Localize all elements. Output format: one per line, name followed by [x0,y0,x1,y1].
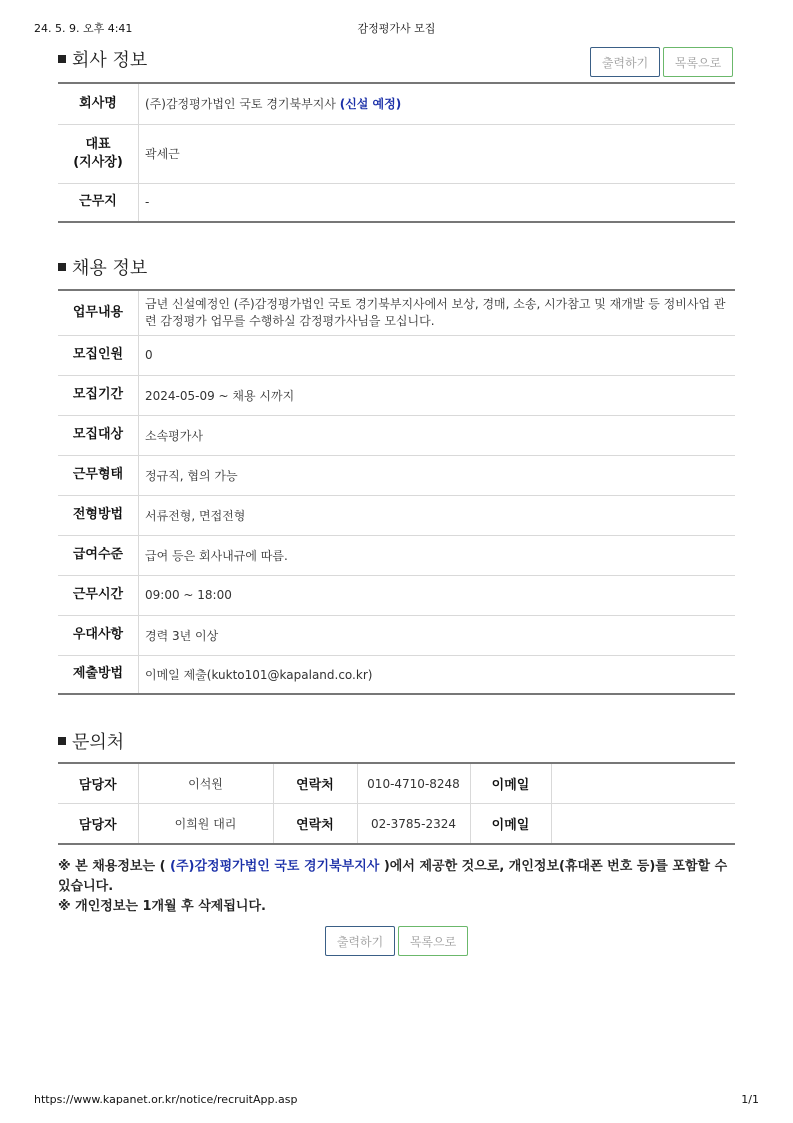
notice-line-2: ※ 개인정보는 1개월 후 삭제됩니다. [58,899,266,914]
manager-label: 담당자 [58,804,138,845]
salary-value: 급여 등은 회사내규에 따름. [139,535,736,575]
print-header [34,20,759,34]
row-label: 제출방법 [58,655,139,694]
company-info-table [58,82,735,223]
table-row [58,763,735,804]
row-label: 업무내용 [58,290,139,335]
print-button-bottom[interactable]: 출력하기 [325,926,395,956]
table-row [58,183,735,222]
table-row [58,124,735,183]
list-button-top[interactable]: 목록으로 [663,47,733,77]
table-row [58,575,735,615]
list-button-bottom[interactable]: 목록으로 [398,926,468,956]
print-button-top[interactable]: 출력하기 [590,47,660,77]
period-value: 2024-05-09 ~ 채용 시까지 [139,375,736,415]
row-label: 대표 (지사장) [58,124,139,183]
table-row [58,375,735,415]
manager-value: 이석원 [138,763,273,804]
table-row [58,495,735,535]
row-label: 회사명 [58,83,139,124]
representative-value: 곽세근 [139,124,736,183]
document-title: 감정평가사 모집 [357,22,436,35]
employment-type-value: 정규직, 협의 가능 [139,455,736,495]
headcount-value: 0 [139,335,736,375]
row-label: 모집인원 [58,335,139,375]
table-row [58,804,735,845]
email-value [551,763,735,804]
email-label: 이메일 [470,763,551,804]
submission-method-value: 이메일 제출(kukto101@kapaland.co.kr) [145,667,373,682]
contact-section-title: 문의처 [58,728,124,754]
recruit-info-table [58,289,735,695]
row-label: 근무시간 [58,575,139,615]
square-bullet-icon [58,263,66,271]
notice-line-1: ※ 본 채용정보는 ( (주)감정평가법인 국토 경기북부지사 )에서 제공한 것으로, 개인정보(휴대폰 번호 등)를 포함할 수 있습니다. [58,859,728,894]
selection-method-value: 서류전형, 면접전형 [139,495,736,535]
workplace-value: - [145,195,150,210]
phone-value: 010-4710-8248 [357,763,470,804]
print-date: 24. 5. 9. 오후 4:41 [34,22,133,35]
row-label: 모집기간 [58,375,139,415]
table-row [58,83,735,124]
square-bullet-icon [58,55,66,63]
work-hours-value: 09:00 ~ 18:00 [139,575,736,615]
table-row [58,535,735,575]
table-row [58,655,735,694]
row-label: 전형방법 [58,495,139,535]
page-number: 1/1 [741,1093,759,1106]
recruit-section-title: 채용 정보 [58,254,147,280]
page-url: https://www.kapanet.or.kr/notice/recruitApp.asp [34,1093,298,1106]
table-row [58,455,735,495]
row-label: 우대사항 [58,615,139,655]
company-name-value: (주)감정평가법인 국토 경기북부지사 (신설 예정) [139,83,736,124]
email-label: 이메일 [470,804,551,845]
phone-label: 연락처 [273,804,357,845]
square-bullet-icon [58,737,66,745]
row-label: 급여수준 [58,535,139,575]
contact-table [58,762,735,845]
company-section-title: 회사 정보 [58,46,147,72]
phone-value: 02-3785-2324 [357,804,470,845]
manager-label: 담당자 [58,763,138,804]
notice-company-name: (주)감정평가법인 국토 경기북부지사 [170,859,380,874]
email-value [551,804,735,845]
row-label: 근무형태 [58,455,139,495]
job-description-value: 금년 신설예정인 (주)감정평가법인 국토 경기북부지사에서 보상, 경매, 소송, 시가참고 및 재개발 등 정비사업 관련 감정평가 업무를 수행하실 감정평가사님을 모십니다. [139,290,736,335]
privacy-notice [58,857,738,917]
target-value: 소속평가사 [139,415,736,455]
preference-value: 경력 3년 이상 [139,615,736,655]
table-row [58,415,735,455]
table-row [58,335,735,375]
new-branch-badge: (신설 예정) [339,97,402,112]
manager-value: 이희원 대리 [138,804,273,845]
table-row [58,290,735,335]
row-label: 모집대상 [58,415,139,455]
table-row [58,615,735,655]
row-label: 근무지 [58,183,139,222]
phone-label: 연락처 [273,763,357,804]
